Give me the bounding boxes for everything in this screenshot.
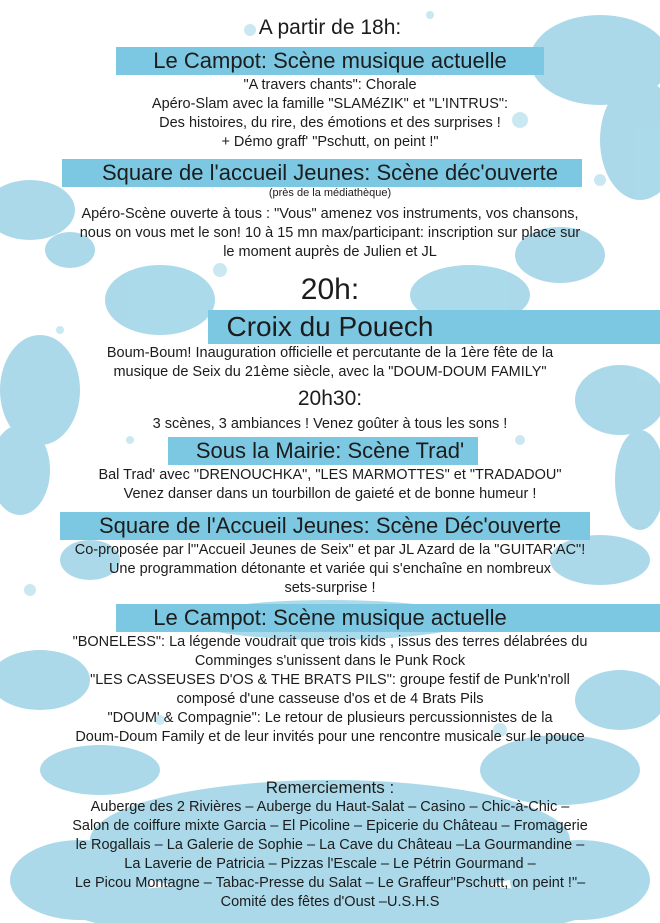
text-line: "LES CASSEUSES D'OS & THE BRATS PILS": groupe festif de Punk'n'roll (90, 672, 570, 688)
text-line: Apéro-Scène ouverte à tous : "Vous" amenez vos instruments, vos chansons, (81, 206, 579, 222)
text-line: Boum-Boum! Inauguration officielle et percutante de la 1ère fête de la (106, 345, 554, 361)
stage-title-campot-1: Le Campot: Scène musique actuelle (153, 48, 507, 73)
thanks-list (0, 798, 660, 912)
square2-description (0, 541, 660, 598)
text-line: "DOUM' & Compagnie": Le retour de plusieurs percussionnistes de la (107, 710, 553, 726)
thanks-line: le Rogallais – La Galerie de Sophie – La Cave du Château –La Gourmandine – (75, 837, 585, 853)
square1-description (0, 205, 660, 262)
mairie-description (0, 466, 660, 504)
text-line: Des histoires, du rire, des émotions et des surprises ! (159, 115, 501, 131)
thanks-line: Comité des fêtes d'Oust –U.S.H.S (220, 894, 440, 910)
time-20h: 20h: (300, 273, 360, 306)
text-line: "A travers chants": Chorale (243, 77, 417, 93)
time-20h30: 20h30: (297, 387, 363, 410)
text-line: le moment auprès de Julien et JL (223, 244, 437, 260)
text-line: nous on vous met le son! 10 à 15 mn max/participant: inscription sur place sur (79, 225, 581, 241)
campot1-description (0, 76, 660, 152)
text-line: Comminges s'unissent dans le Punk Rock (194, 653, 466, 669)
thanks-line: Le Picou Montagne – Tabac-Presse du Salat – Le Graffeur"Pschutt, on peint !"– (74, 875, 586, 891)
square1-note: (près de la médiathèque) (268, 187, 392, 199)
text-line: Doum-Doum Family et de leur invités pour une rencontre musicale sur le pouce (75, 729, 585, 745)
text-line: sets-surprise ! (284, 580, 376, 596)
campot2-description (0, 633, 660, 747)
text-line: Venez danser dans un tourbillon de gaieté et de bonne humeur ! (123, 486, 537, 502)
text-line: composé d'une casseuse d'os et de 4 Brats Pils (176, 691, 484, 707)
thanks-line: Auberge des 2 Rivières – Auberge du Haut-Salat – Casino – Chic-à-Chic – (90, 799, 570, 815)
stage-title-square-2: Square de l'Accueil Jeunes: Scène Déc'ouverte (98, 513, 562, 538)
text-line: musique de Seix du 21ème siècle, avec la "DOUM-DOUM FAMILY" (113, 364, 547, 380)
text-line: "BONELESS": La légende voudrait que trois kids , issus des terres délabrées du (72, 634, 588, 650)
thanks-title: Remerciements : (265, 778, 395, 797)
stage-title-campot-2: Le Campot: Scène musique actuelle (153, 605, 507, 630)
text-line: Bal Trad' avec "DRENOUCHKA", "LES MARMOTTES" et "TRADADOU" (98, 467, 562, 483)
croix-description (0, 344, 660, 382)
text-line: Une programmation détonante et variée qui s'enchaîne en nombreux (108, 561, 552, 577)
text-line: + Démo graff' "Pschutt, on peint !" (221, 134, 439, 150)
thanks-line: La Laverie de Patricia – Pizzas l'Escale – Le Pétrin Gourmand – (124, 856, 536, 872)
stage-title-croix: Croix du Pouech (226, 311, 434, 342)
tagline: 3 scènes, 3 ambiances ! Venez goûter à tous les sons ! (152, 416, 508, 432)
text-line: Apéro-Slam avec la famille "SLAMéZIK" et "L'INTRUS": (151, 96, 509, 112)
stage-title-mairie: Sous la Mairie: Scène Trad' (195, 438, 465, 463)
stage-title-square-1: Square de l'accueil Jeunes: Scène déc'ouverte (101, 160, 559, 185)
text-line: Co-proposée par l'"Accueil Jeunes de Seix" et par JL Azard de la "GUITAR'AC"! (74, 542, 586, 558)
thanks-line: Salon de coiffure mixte Garcia – El Picoline – Epicerie du Château – Fromagerie (72, 818, 588, 834)
time-18h: A partir de 18h: (258, 16, 402, 39)
